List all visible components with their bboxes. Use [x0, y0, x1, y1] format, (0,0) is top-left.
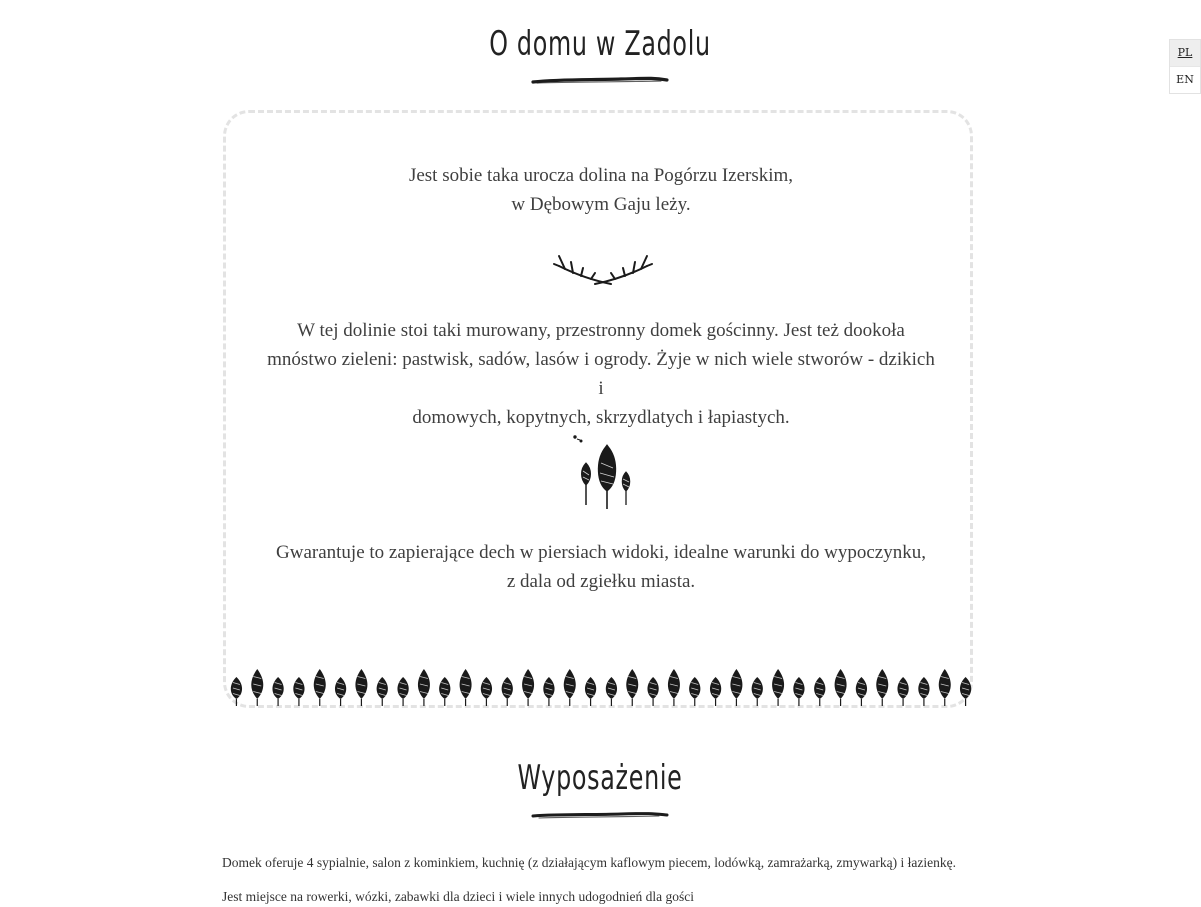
- lang-pl-link[interactable]: PL: [1170, 40, 1200, 66]
- lang-en-link[interactable]: EN: [1170, 66, 1200, 93]
- about-paragraph-3-line-1: Gwarantuje to zapierające dech w piersiach widoki, idealne warunki do wypoczynku,: [276, 542, 926, 563]
- about-paragraph-2: [226, 316, 976, 432]
- tree-row-tree-icon: [710, 677, 721, 706]
- tree-row-tree-icon: [543, 677, 554, 706]
- trees-icon: [572, 435, 636, 511]
- about-paragraph-3: [226, 538, 976, 596]
- tree-row-tree-icon: [689, 677, 700, 706]
- tree-row-tree-icon: [481, 677, 492, 706]
- tree-row-tree-icon: [502, 677, 513, 706]
- tree-row-tree-icon: [585, 677, 596, 706]
- tree-row-tree-icon: [668, 669, 680, 706]
- equipment-paragraph-1: Domek oferuje 4 sypialnie, salon z kominkiem, kuchnię (z działającym kaflowym piecem, lodówką, zamrażarką, zmywarką) i łazienkę.: [222, 855, 956, 870]
- tree-row-tree-icon: [626, 669, 638, 706]
- tree-row-tree-icon: [856, 677, 867, 706]
- about-paragraph-2-line-3: domowych, kopytnych, skrzydlatych i łapiastych.: [412, 407, 790, 428]
- equipment-paragraph-2-text: Jest miejsce na rowerki, wózki, zabawki dla dzieci i wiele innych udogodnień dla gości: [222, 889, 694, 904]
- tree-row-tree-icon: [439, 677, 450, 706]
- tree-row-tree-icon: [835, 669, 847, 706]
- tree-row-tree-icon: [647, 677, 658, 706]
- tree-row-tree-icon: [960, 677, 971, 706]
- tree-row-tree-icon: [314, 669, 326, 706]
- tree-row-tree-icon: [355, 669, 367, 706]
- tree-row-tree-icon: [397, 677, 408, 706]
- about-paragraph-3-line-2: z dala od zgiełku miasta.: [506, 571, 696, 592]
- about-paragraph-1: [226, 161, 976, 219]
- tree-row-tree-icon: [231, 677, 242, 706]
- tree-row-tree-icon: [918, 677, 929, 706]
- tree-row-tree-icon: [793, 677, 804, 706]
- about-paragraph-1-line-1: Jest sobie taka urocza dolina na Pogórzu Izerskim,: [408, 165, 794, 186]
- about-paragraph-2-line-1: W tej dolinie stoi taki murowany, przestronny domek gościnny. Jest też dookoła: [297, 320, 905, 341]
- tree-row-tree-icon: [814, 677, 825, 706]
- brush-underline-icon: [531, 76, 669, 86]
- tree-row-tree-icon: [606, 677, 617, 706]
- tree-row-tree-icon: [752, 677, 763, 706]
- language-switcher: [1169, 39, 1201, 94]
- tree-row-tree-icon: [897, 677, 908, 706]
- tree-row-tree-icon: [251, 669, 263, 706]
- tree-row-tree-icon: [564, 669, 576, 706]
- equipment-title: Wyposażenie: [517, 758, 683, 798]
- about-paragraph-1-line-2: w Dębowym Gaju leży.: [511, 194, 691, 215]
- brush-underline-icon: [531, 811, 669, 821]
- antlers-icon: [551, 246, 655, 286]
- tree-row-tree-icon: [876, 669, 888, 706]
- tree-row-tree-icon: [418, 669, 430, 706]
- about-paragraph-2-line-2: mnóstwo zieleni: pastwisk, sadów, lasów i ogrody. Żyje w nich wiele stworów - dzikich i: [267, 349, 935, 399]
- tree-row-tree-icon: [272, 677, 283, 706]
- tree-row-tree-icon: [772, 669, 784, 706]
- tree-row-tree-icon: [460, 669, 472, 706]
- about-card: [223, 110, 973, 708]
- tree-row-tree-icon: [730, 669, 742, 706]
- equipment-paragraph-2: [222, 889, 982, 904]
- tree-row-tree-icon: [522, 669, 534, 706]
- tree-row-icon: [226, 665, 976, 707]
- tree-row-tree-icon: [335, 677, 346, 706]
- tree-row-tree-icon: [939, 669, 951, 706]
- tree-row-tree-icon: [293, 677, 304, 706]
- tree-row-tree-icon: [377, 677, 388, 706]
- about-title: O domu w Zadolu: [489, 24, 711, 64]
